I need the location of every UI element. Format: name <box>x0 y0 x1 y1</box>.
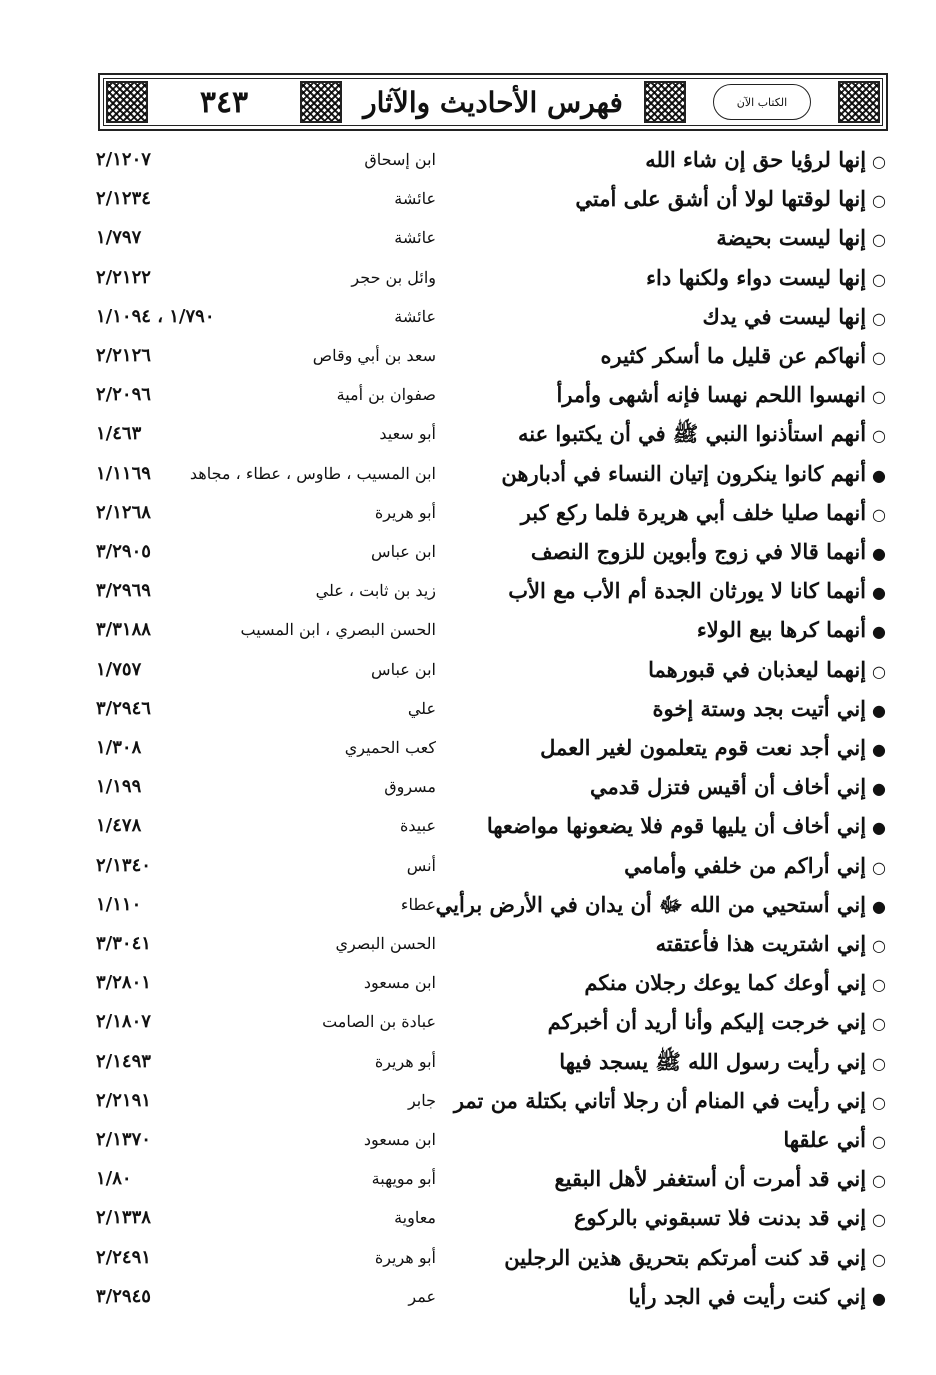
hadith-text <box>501 454 886 494</box>
hadith-text-label: إني رأيت رسول الله ﷺ يسجد فيها <box>559 1048 867 1074</box>
list-item <box>0 140 936 180</box>
reference-number: ٢/٢١٩١ <box>96 1089 151 1111</box>
narrator-name: عبادة بن الصامت <box>322 1012 436 1032</box>
narrator-name: ابن المسيب ، طاوس ، عطاء ، مجاهد <box>189 463 436 483</box>
reference-number: ٢/١٢٣٤ <box>96 188 151 210</box>
logo-seal-icon: الكتاب الآن <box>713 84 811 120</box>
ornament-icon <box>300 81 342 123</box>
hadith-text-label: إني خرجت إليكم وأنا أريد أن أخبركم <box>547 1009 867 1035</box>
page-title: فهرس الأحاديث والآثار <box>363 85 623 119</box>
hadith-text-label: أني علقها <box>783 1127 867 1152</box>
hadith-text-label: إنها لرؤيا حق إن شاء الله <box>645 147 867 172</box>
hadith-text <box>518 414 886 454</box>
list-item <box>0 532 936 572</box>
list-item <box>0 1159 936 1199</box>
hadith-text <box>645 140 886 180</box>
list-item <box>0 258 936 298</box>
reference-number: ١/٧٥٧ <box>96 658 142 680</box>
page-number: ٣٤٣ <box>199 84 249 120</box>
list-item <box>0 1277 936 1317</box>
narrator-name: ابن إسحاق <box>364 150 436 169</box>
hadith-text-label: إنهما ليعذبان في قبورهما <box>648 656 867 682</box>
reference-number: ٢/٢٠٩٦ <box>96 384 151 406</box>
hadith-text-label: أنهما كرها بيع الولاء <box>696 617 867 643</box>
hadith-text <box>548 1002 886 1042</box>
hadith-text <box>656 924 886 964</box>
list-item <box>0 218 936 258</box>
narrator-name: جابر <box>407 1090 436 1110</box>
narrator-name: عطاء <box>400 894 436 914</box>
hollow-bullet-icon: ○ <box>872 191 886 211</box>
list-item <box>0 689 936 729</box>
narrator-name: الحسن البصري ، ابن المسيب <box>240 620 436 640</box>
hollow-bullet-icon: ○ <box>872 661 886 681</box>
hadith-text <box>624 846 886 886</box>
reference-number: ١/١١٠ <box>96 893 142 915</box>
reference-number: ٣/٣١٨٨ <box>96 619 151 641</box>
narrator-name: عمر <box>408 1286 436 1306</box>
list-item <box>0 650 936 690</box>
hadith-text-label: إني أجد نعت قوم يتعلمون لغير العمل <box>540 735 867 760</box>
list-item <box>0 179 936 219</box>
reference-number: ٢/١٣٣٨ <box>96 1207 151 1229</box>
hadith-text-label: إني أتيت بجد وستة إخوة <box>652 695 867 721</box>
list-item <box>0 336 936 376</box>
hollow-bullet-icon: ○ <box>872 308 886 328</box>
ornament-icon <box>644 81 686 123</box>
hadith-text-label: إني أستحيي من الله ﷻ أن يدان في الأرض برأيي <box>435 891 867 917</box>
hadith-text-label: إني أخاف أن أقيس فتزل قدمي <box>590 774 867 800</box>
hadith-text <box>531 532 886 572</box>
narrator-name: ابن مسعود <box>363 1130 436 1149</box>
hadith-text <box>574 1198 886 1238</box>
reference-number: ٢/٢١٢٢ <box>96 266 151 288</box>
reference-number: ٣/٢٩٤٥ <box>96 1285 151 1307</box>
hollow-bullet-icon: ○ <box>872 348 886 367</box>
filled-bullet-icon: ● <box>872 465 886 485</box>
list-item <box>0 1198 936 1238</box>
list-item <box>0 297 936 337</box>
list-item <box>0 1120 936 1160</box>
reference-number: ١/٤٧٨ <box>96 815 142 837</box>
narrator-name: أبو سعيد <box>379 424 436 444</box>
hadith-text-label: إنها ليست بحيضة <box>716 225 867 251</box>
hadith-text-label: إني أخاف أن يليها قوم فلا يضعونها مواضعها <box>486 813 867 839</box>
narrator-name: أبو هريرة <box>374 1247 436 1267</box>
list-item <box>0 1042 936 1082</box>
ornament-icon <box>838 81 880 123</box>
hollow-bullet-icon: ○ <box>872 1092 886 1112</box>
reference-number: ٢/١٤٩٣ <box>96 1050 151 1072</box>
hadith-text <box>521 493 886 533</box>
hadith-text-label: إنها لوقتها لولا أن أشق على أمتي <box>575 186 867 212</box>
reference-number: ٣/٢٩٤٦ <box>96 697 151 719</box>
narrator-name: عائشة <box>394 306 436 326</box>
hollow-bullet-icon: ○ <box>872 1014 886 1034</box>
hollow-bullet-icon: ○ <box>872 936 886 955</box>
hadith-text <box>508 571 886 611</box>
hollow-bullet-icon: ○ <box>872 857 886 877</box>
hollow-bullet-icon: ○ <box>872 1171 886 1191</box>
hollow-bullet-icon: ○ <box>872 152 886 171</box>
hadith-text <box>540 728 886 768</box>
hollow-bullet-icon: ○ <box>872 1053 886 1073</box>
hadith-text <box>646 258 886 298</box>
hadith-text <box>697 610 886 650</box>
reference-number: ١/٣٠٨ <box>96 737 142 758</box>
filled-bullet-icon: ● <box>872 544 886 563</box>
narrator-name: ابن مسعود <box>363 973 436 993</box>
reference-number: ٣/٢٩٦٩ <box>96 580 151 602</box>
hadith-text <box>716 218 886 258</box>
filled-bullet-icon: ● <box>872 700 886 720</box>
hollow-bullet-icon: ○ <box>872 387 886 407</box>
hadith-text-label: أنهما صليا خلف أبي هريرة فلما ركع كبر <box>520 499 867 525</box>
narrator-name: صفوان بن أمية <box>336 385 436 405</box>
list-item <box>0 1238 936 1278</box>
hadith-text-label: إني قد بدنت فلا تسبقوني بالركوع <box>573 1205 867 1231</box>
hadith-text <box>436 885 886 925</box>
filled-bullet-icon: ● <box>872 1288 886 1308</box>
hollow-bullet-icon: ○ <box>872 1132 886 1151</box>
hadith-text-label: إني كنت رأيت في الجد رأيا <box>628 1283 867 1309</box>
reference-number: ١/١١٦٩ <box>96 462 151 484</box>
reference-number: ٢/١٣٧٠ <box>96 1129 151 1150</box>
reference-number: ٣/٢٩٠٥ <box>96 541 151 562</box>
hadith-text-label: إنها ليست في يدك <box>702 303 867 329</box>
reference-number: ٢/١٣٤٠ <box>96 854 151 876</box>
narrator-name: كعب الحميري <box>344 738 436 757</box>
hadith-text-label: أنهما قالا في زوج وأبوين للزوج النصف <box>530 539 867 564</box>
filled-bullet-icon: ● <box>872 583 886 603</box>
hadith-text <box>783 1120 886 1160</box>
narrator-name: سعد بن أبي وقاص <box>312 346 436 365</box>
hadith-text-label: انهسوا اللحم نهسا فإنه أشهى وأمرأ <box>556 382 867 408</box>
hadith-text <box>554 1159 886 1199</box>
reference-number: ٣/٣٠٤١ <box>96 933 151 954</box>
hadith-text <box>454 1081 886 1121</box>
narrator-name: أبو هريرة <box>374 1051 436 1071</box>
list-item <box>0 571 936 611</box>
hadith-text-label: إني رأيت في المنام أن رجلا أتاني بكتلة من تمر <box>453 1087 867 1113</box>
hadith-text-label: إني قد أمرت أن أستغفر لأهل البقيع <box>554 1166 867 1192</box>
reference-number: ١/١٩٩ <box>96 776 142 798</box>
narrator-name: ابن عباس <box>371 542 436 561</box>
hadith-text <box>584 963 886 1003</box>
narrator-name: عائشة <box>394 228 436 248</box>
list-item <box>0 767 936 807</box>
list-item <box>0 454 936 494</box>
reference-number: ١/٤٦٣ <box>96 423 142 445</box>
narrator-name: زيد بن ثابت ، علي <box>315 581 436 601</box>
hadith-text <box>648 650 886 690</box>
hollow-bullet-icon: ○ <box>872 1249 886 1269</box>
hadith-text-label: إني قد كنت أمرتكم بتحريق هذين الرجلين <box>504 1244 867 1270</box>
list-item <box>0 924 936 964</box>
narrator-name: أنس <box>406 855 436 875</box>
hadith-text-label: أنهاكم عن قليل ما أسكر كثيره <box>600 343 867 368</box>
list-item <box>0 1081 936 1121</box>
filled-bullet-icon: ● <box>872 818 886 838</box>
narrator-name: مسروق <box>384 777 436 797</box>
hadith-text <box>504 1238 886 1278</box>
hadith-text-label: أنهم كانوا ينكرون إتيان النساء في أدبارهن <box>501 460 867 486</box>
list-item <box>0 885 936 925</box>
reference-number: ٢/٢٤٩١ <box>96 1246 151 1268</box>
list-item <box>0 375 936 415</box>
list-item <box>0 610 936 650</box>
narrator-name: عائشة <box>394 189 436 209</box>
reference-number: ١/٧٩٧ <box>96 227 142 249</box>
hadith-text <box>575 179 886 219</box>
reference-number: ١/٧٩٠ ، ١/١٠٩٤ <box>96 305 215 327</box>
list-item <box>0 493 936 533</box>
hadith-text-label: أنهم استأذنوا النبي ﷺ في أن يكتبوا عنه <box>517 421 867 447</box>
narrator-name: علي <box>407 698 436 718</box>
reference-number: ٢/١٢٦٨ <box>96 501 151 523</box>
hollow-bullet-icon: ○ <box>872 269 886 289</box>
hollow-bullet-icon: ○ <box>872 504 886 524</box>
narrator-name: أبو هريرة <box>374 502 436 522</box>
hadith-text <box>590 767 886 807</box>
narrator-name: وائل بن حجر <box>351 267 436 287</box>
narrator-name: الحسن البصري <box>335 934 436 953</box>
list-item <box>0 414 936 454</box>
hollow-bullet-icon: ○ <box>872 230 886 250</box>
narrator-name: معاوية <box>394 1208 436 1228</box>
publisher-logo <box>690 81 834 123</box>
hadith-text <box>653 689 886 729</box>
hadith-text <box>557 375 886 415</box>
hadith-text-label: إني أوعك كما يوعك رجلان منكم <box>584 970 867 996</box>
reference-number: ٢/١٨٠٧ <box>96 1011 151 1033</box>
hadith-text <box>487 806 886 846</box>
reference-number: ١/٨٠ <box>96 1168 132 1190</box>
list-item <box>0 1002 936 1042</box>
hadith-text-label: إنها ليست دواء ولكنها داء <box>646 264 867 290</box>
hadith-text-label: إني اشتريت هذا فأعتقته <box>655 931 867 956</box>
filled-bullet-icon: ● <box>872 779 886 799</box>
hadith-text <box>703 297 886 337</box>
narrator-name: ابن عباس <box>371 659 436 679</box>
hadith-text-label: إني أراكم من خلفي وأمامي <box>624 852 867 878</box>
narrator-name: عبيدة <box>400 816 436 836</box>
filled-bullet-icon: ● <box>872 622 886 642</box>
hadith-text-label: أنهما كانا لا يورثان الجدة أم الأب مع الأب <box>508 578 867 604</box>
hollow-bullet-icon: ○ <box>872 1210 886 1230</box>
page-header <box>98 73 888 131</box>
filled-bullet-icon: ● <box>872 740 886 759</box>
hollow-bullet-icon: ○ <box>872 426 886 446</box>
list-item <box>0 963 936 1003</box>
hadith-text <box>628 1277 886 1317</box>
hadith-text <box>559 1042 886 1082</box>
ornament-icon <box>106 81 148 123</box>
list-item <box>0 846 936 886</box>
hadith-text <box>600 336 886 376</box>
reference-number: ٢/٢١٢٦ <box>96 345 151 366</box>
list-item <box>0 806 936 846</box>
narrator-name: أبو مويهبة <box>371 1169 436 1189</box>
reference-number: ٣/٢٨٠١ <box>96 972 151 994</box>
reference-number: ٢/١٢٠٧ <box>96 149 151 170</box>
hollow-bullet-icon: ○ <box>872 975 886 995</box>
filled-bullet-icon: ● <box>872 896 886 916</box>
list-item <box>0 728 936 768</box>
